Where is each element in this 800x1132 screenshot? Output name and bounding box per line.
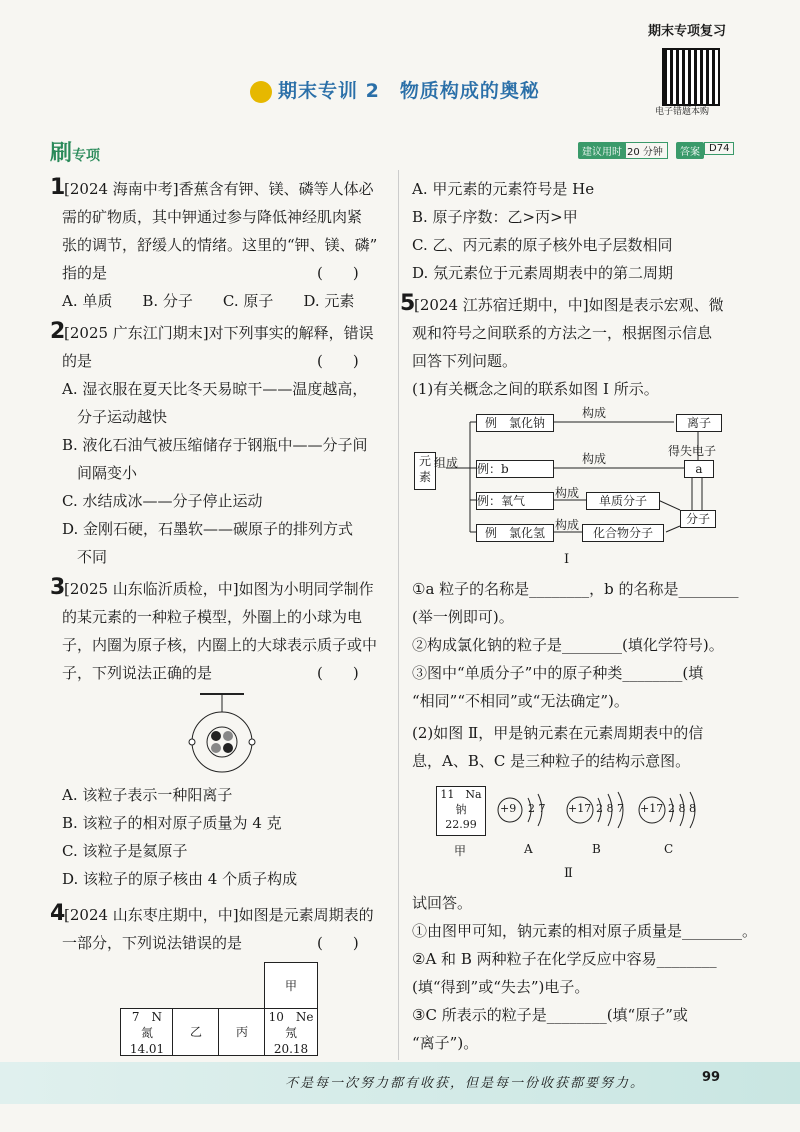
q3-option-d[interactable]: D. 该粒子的原子核由 4 个质子构成 xyxy=(62,870,298,888)
q5-t1[interactable]: ①由图甲可知，钠元素的相对原子质量是________。 xyxy=(412,922,758,940)
q2-option-a[interactable]: A. 湿衣服在夏天比冬天易晾干——温度越高， xyxy=(62,380,368,398)
section-sub: 专项 xyxy=(72,148,101,164)
nucleus-b: +17 xyxy=(568,802,592,815)
q2-line: 的是 ( ) xyxy=(62,352,359,370)
shells-b: 2 8 7 xyxy=(596,802,624,815)
cell-bing: 丙 xyxy=(218,1008,266,1056)
q5-line: 观和符号之间联系的方法之一，根据图示信息 xyxy=(412,324,713,342)
q3-line: 子，下列说法正确的是 ( ) xyxy=(62,664,359,682)
q3-option-c[interactable]: C. 该粒子是氦原子 xyxy=(62,842,188,860)
cell-jia: 甲 xyxy=(264,962,318,1010)
footer-motto: 不是每一次努力都有收获，但是每一份收获都要努力。 xyxy=(285,1076,646,1091)
q5-line: [2024 江苏宿迁期中，中]如图是表示宏观、微 xyxy=(414,296,724,314)
nucleon xyxy=(223,743,233,753)
nucleon xyxy=(211,743,221,753)
time-tag-value: 20 分钟 xyxy=(622,142,668,159)
diag-gain-lose: 得失电子 xyxy=(668,444,717,458)
page-number: 99 xyxy=(702,1070,721,1085)
diag-fig2-caption: Ⅱ xyxy=(564,866,573,881)
diag-ex1: 例 氯化钠 xyxy=(476,414,554,432)
cell-neon xyxy=(264,1008,318,1056)
na-mass: 22.99 xyxy=(445,818,477,831)
sodium-cell xyxy=(436,786,486,836)
electron-orbit xyxy=(192,712,252,772)
n-mass: 14.01 xyxy=(129,1042,165,1056)
q5-number: 5 xyxy=(400,291,416,316)
q4-option-b[interactable]: B. 原子序数：乙>丙>甲 xyxy=(412,208,578,226)
diag-compose-label: 组成 xyxy=(434,456,459,470)
q1-line: 指的是 ( ) xyxy=(62,264,359,282)
n-name: 氮 xyxy=(140,1026,153,1040)
q3-number: 3 xyxy=(50,575,66,600)
column-divider xyxy=(398,170,399,1060)
q5-t2[interactable]: ②A 和 B 两种粒子在化学反应中容易________ xyxy=(412,950,717,968)
q1-line: [2024 海南中考]香蕉含有钾、镁、磷等人体必 xyxy=(64,180,374,198)
diag-a: a xyxy=(684,460,714,478)
q2-option-b[interactable]: B. 液化石油气被压缩储存于钢瓶中——分子间 xyxy=(62,436,368,454)
cell-nitrogen xyxy=(120,1008,174,1056)
q4-option-d[interactable]: D. 氖元素位于元素周期表中的第二周期 xyxy=(412,264,674,282)
caption-jia: 甲 xyxy=(454,844,467,858)
q3-line: [2025 山东临沂质检，中]如图为小明同学制作 xyxy=(64,580,374,598)
diag-fig1-caption: Ⅰ xyxy=(564,552,570,567)
diag-element-box: 元素 xyxy=(414,452,436,490)
diag-simple-molecule: 单质分子 xyxy=(586,492,660,510)
q1-line: 张的调节，舒缓人的情绪。这里的“钾、镁、磷” xyxy=(62,236,378,254)
q2-option-a-cont: 分子运动越快 xyxy=(62,408,168,426)
diag-make2: 构成 xyxy=(582,452,607,466)
q5-part2: (2)如图 Ⅱ，甲是钠元素在元素周期表中的信 xyxy=(412,724,704,742)
diag-ex4: 例 氯化氢 xyxy=(476,524,554,542)
qr-caption: 电子错题本购 xyxy=(655,107,710,117)
ne-name: 氖 xyxy=(284,1026,297,1040)
q5-try: 试回答。 xyxy=(412,894,473,912)
qr-code[interactable] xyxy=(662,48,720,106)
caption-a: A xyxy=(524,842,533,856)
section-heading xyxy=(50,136,100,167)
q5-sub3-cont: “相同”“不相同”或“无法确定”)。 xyxy=(412,692,629,710)
diag-ex2: 例：b xyxy=(476,460,554,478)
header-right-label: 期末专项复习 xyxy=(647,24,726,39)
n-number: 7 N xyxy=(131,1010,163,1024)
q3-line: 的某元素的一种粒子模型，外圈上的小球为电 xyxy=(62,608,363,626)
q4-option-a[interactable]: A. 甲元素的元素符号是 He xyxy=(412,180,595,198)
nucleon xyxy=(223,731,233,741)
nucleus-ring xyxy=(207,727,237,757)
q4-option-c[interactable]: C. 乙、丙元素的原子核外电子层数相同 xyxy=(412,236,673,254)
q2-line: [2025 广东江门期末]对下列事实的解释，错误 xyxy=(64,324,374,342)
section-title: 刷 xyxy=(50,141,73,166)
q5-part2-cont: 息，A、B、C 是三种粒子的结构示意图。 xyxy=(412,752,691,770)
q4-line: [2024 山东枣庄期中，中]如图是元素周期表的 xyxy=(64,906,374,924)
q5-sub1-cont: (举一例即可)。 xyxy=(412,608,514,626)
ne-number: 10 Ne xyxy=(268,1010,314,1024)
q2-option-d-cont: 不同 xyxy=(62,548,108,566)
q4-line: 一部分，下列说法错误的是 ( ) xyxy=(62,934,359,952)
time-tag-label: 建议用时 xyxy=(578,142,626,159)
diag-make3: 构成 xyxy=(555,486,580,500)
q5-sub2[interactable]: ②构成氯化钠的粒子是________(填化学符号)。 xyxy=(412,636,724,654)
q2-option-b-cont: 间隔变小 xyxy=(62,464,138,482)
diag-make4: 构成 xyxy=(555,518,580,532)
nucleus-c: +17 xyxy=(640,802,664,815)
nucleus-a: +9 xyxy=(500,802,517,815)
diag-make1: 构成 xyxy=(582,406,607,420)
particle-model-figure xyxy=(180,690,270,780)
diag-molecule: 分子 xyxy=(680,510,716,528)
diag-ion: 离子 xyxy=(676,414,722,432)
q5-t3[interactable]: ③C 所表示的粒子是________(填“原子”或 xyxy=(412,1006,688,1024)
q3-line: 子，内圈为原子核，内圈上的大球表示质子或中 xyxy=(62,636,378,654)
cell-yi: 乙 xyxy=(172,1008,220,1056)
q4-number: 4 xyxy=(50,901,66,926)
q2-number: 2 xyxy=(50,319,66,344)
caption-c: C xyxy=(664,842,674,856)
page-title xyxy=(250,76,540,103)
q5-line: 回答下列问题。 xyxy=(412,352,518,370)
q3-option-a[interactable]: A. 该粒子表示一种阳离子 xyxy=(62,786,233,804)
q1-number: 1 xyxy=(50,175,66,200)
q1-options[interactable]: A. 单质 B. 分子 C. 原子 D. 元素 xyxy=(62,292,355,310)
page-title-text: 期末专训 2 物质构成的奥秘 xyxy=(278,80,540,102)
electron xyxy=(189,739,195,745)
diag-compound-molecule: 化合物分子 xyxy=(582,524,664,542)
na-number: 11 Na xyxy=(440,788,482,801)
answer-tag-label: 答案 xyxy=(676,142,704,159)
q2-option-d[interactable]: D. 金刚石硬，石墨软——碳原子的排列方式 xyxy=(62,520,354,538)
shells-a: 2 7 xyxy=(528,802,546,815)
diag-ex3: 例：氧气 xyxy=(476,492,554,510)
nucleon xyxy=(211,731,221,741)
q1-line: 需的矿物质，其中钾通过参与降低神经肌肉紧 xyxy=(62,208,363,226)
q5-t3-cont: “离子”)。 xyxy=(412,1034,479,1052)
q5-part1: (1)有关概念之间的联系如图 Ⅰ 所示。 xyxy=(412,380,659,398)
q3-option-b[interactable]: B. 该粒子的相对原子质量为 4 克 xyxy=(62,814,282,832)
q5-sub3[interactable]: ③图中“单质分子”中的原子种类________(填 xyxy=(412,664,704,682)
q2-option-c[interactable]: C. 水结成冰——分子停止运动 xyxy=(62,492,263,510)
trophy-icon xyxy=(250,81,272,103)
na-name: 钠 xyxy=(455,803,467,816)
shells-c: 2 8 8 xyxy=(668,802,696,815)
q5-sub1[interactable]: ①a 粒子的名称是________，b 的名称是________ xyxy=(412,580,739,598)
q5-t2-cont: (填“得到”或“失去”)电子。 xyxy=(412,978,590,996)
electron xyxy=(249,739,255,745)
caption-b: B xyxy=(592,842,601,856)
ne-mass: 20.18 xyxy=(273,1042,309,1056)
answer-tag-value[interactable]: D74 xyxy=(704,142,734,155)
